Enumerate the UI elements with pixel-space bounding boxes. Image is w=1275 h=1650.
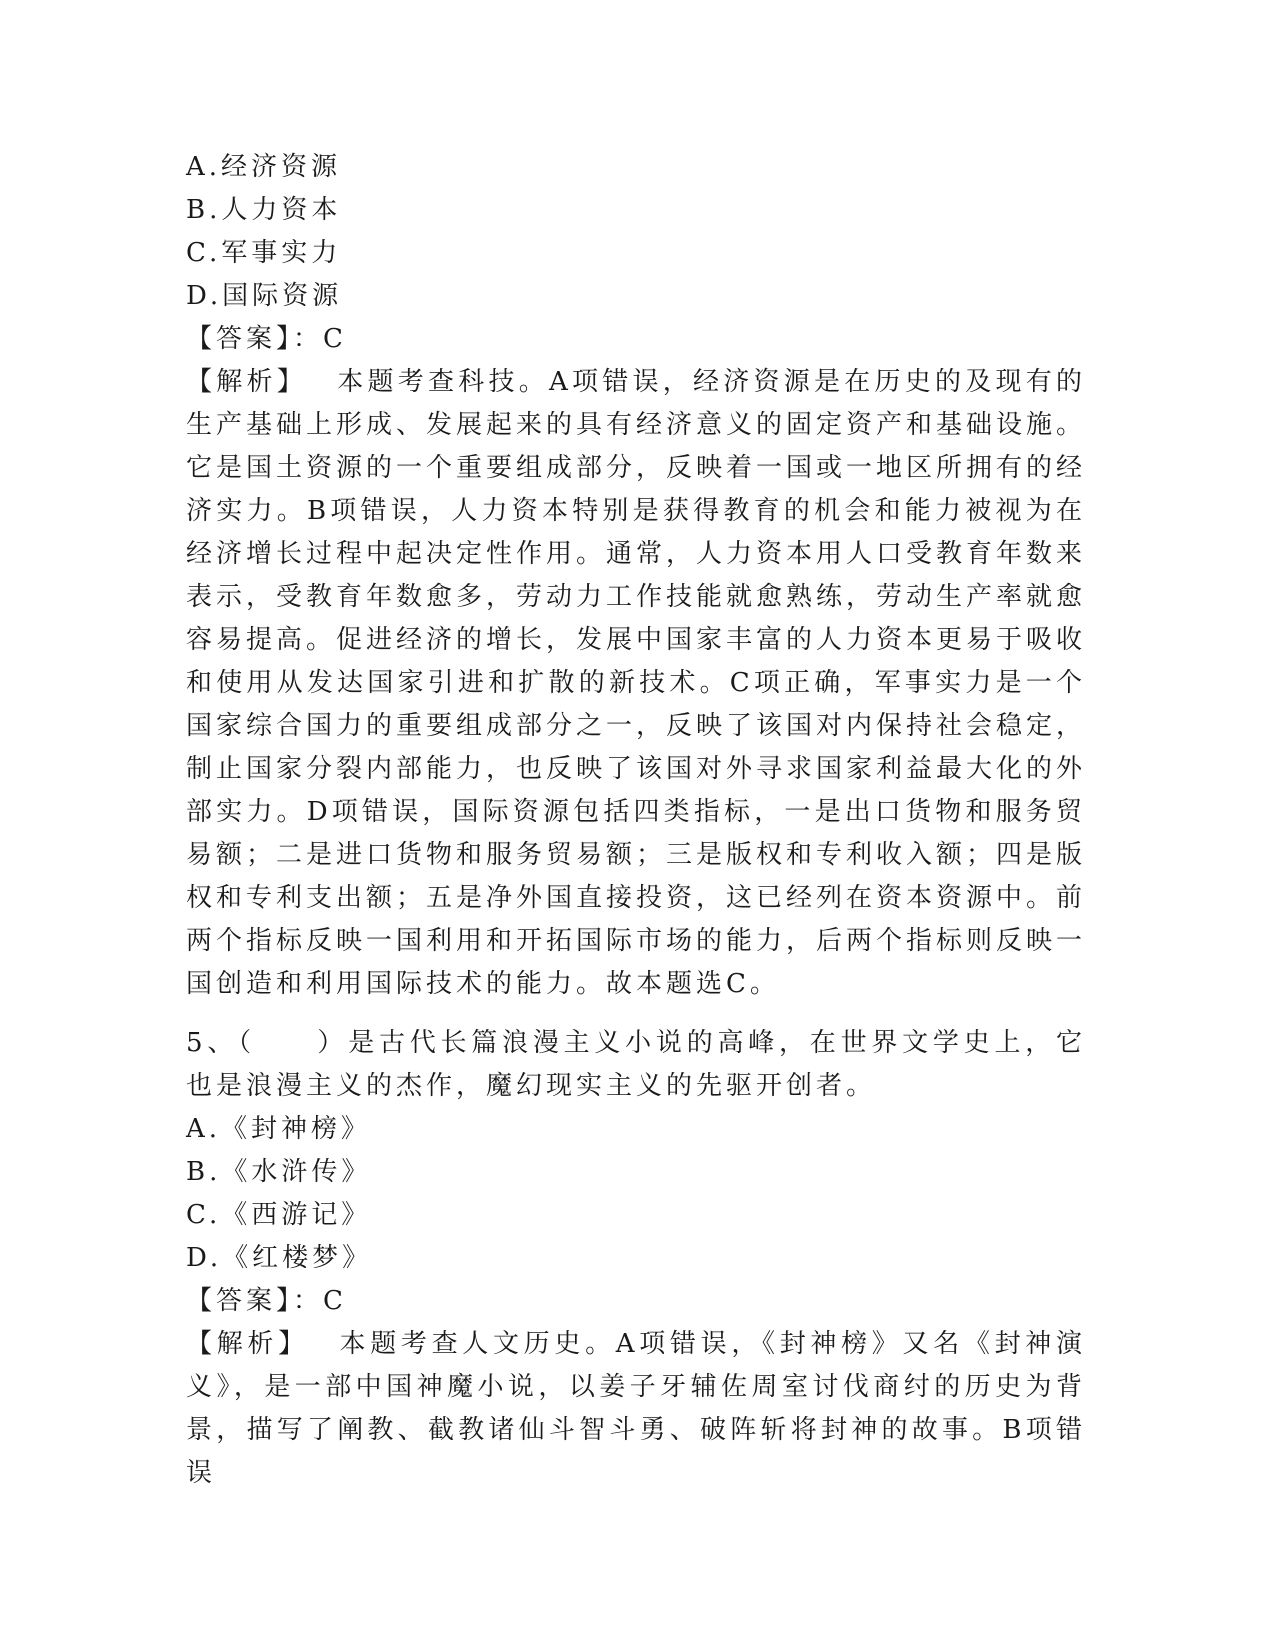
q5-option-b: B.《水浒传》 [186, 1157, 372, 1187]
q4-option-a: A.经济资源 [186, 152, 342, 182]
q5-analysis [186, 1323, 1086, 1495]
q5-option-d: D.《红楼梦》 [186, 1243, 373, 1273]
q5-answer-value: ：C [293, 1286, 347, 1316]
q5-analysis-label: 【解析】 [186, 1329, 309, 1359]
document-page [186, 146, 1086, 1495]
q4-analysis [186, 361, 1086, 1006]
q5-question: 5、（ ）是古代长篇浪漫主义小说的高峰，在世界文学史上，它也是浪漫主义的杰作，魔幻现实主义的先驱开创者。 [186, 1028, 1086, 1101]
q4-answer-value: ：C [293, 324, 347, 354]
q5-option-a: A.《封神榜》 [186, 1114, 372, 1144]
q5-option-c: C.《西游记》 [186, 1200, 372, 1230]
q4-option-c: C.军事实力 [186, 238, 342, 268]
q5-analysis-text: 本题考查人文历史。A项错误，《封神榜》又名《封神演义》，是一部中国神魔小说，以姜子牙辅佐周室讨伐商纣的历史为背景，描写了阐教、截教诸仙斗智斗勇、破阵斩将封神的故事。B项错误 [186, 1329, 1086, 1488]
q4-analysis-text: 本题考查科技。A项错误，经济资源是在历史的及现有的生产基础上形成、发展起来的具有经济意义的固定资产和基础设施。它是国土资源的一个重要组成部分，反映着一国或一地区所拥有的经济实力。B项错误，人力资本特别是获得教育的机会和能力被视为在经济增长过程中起决定性作用。通常，人力资本用人口受教育年数来表示，受教育年数愈多，劳动力工作技能就愈熟练，劳动生产率就愈容易提高。促进经济的增长，发展中国家丰富的人力资本更易于吸收和使用从发达国家引进和扩散的新技术。C项正确，军事实力是一个国家综合国力的重要组成部分之一，反映了该国对内保持社会稳定，制止国家分裂内部能力，也反映了该国对外寻求国家利益最大化的外部实力。D项错误，国际资源包括四类指标，一是出口货物和服务贸易额；二是进口货物和服务贸易额；三是版权和专利收入额；四是版权和专利支出额；五是净外国直接投资，这已经列在资本资源中。前两个指标反映一国利用和开拓国际市场的能力，后两个指标则反映一国创造和利用国际技术的能力。故本题选C。 [186, 367, 1087, 999]
q4-analysis-label: 【解析】 [186, 367, 307, 397]
q5-answer [186, 1280, 1086, 1323]
q4-answer [186, 318, 1086, 361]
q4-option-d: D.国际资源 [186, 281, 343, 311]
q4-answer-label: 【答案】 [186, 324, 294, 354]
q4-option-b: B.人力资本 [186, 195, 342, 225]
q5-answer-label: 【答案】 [186, 1286, 294, 1316]
